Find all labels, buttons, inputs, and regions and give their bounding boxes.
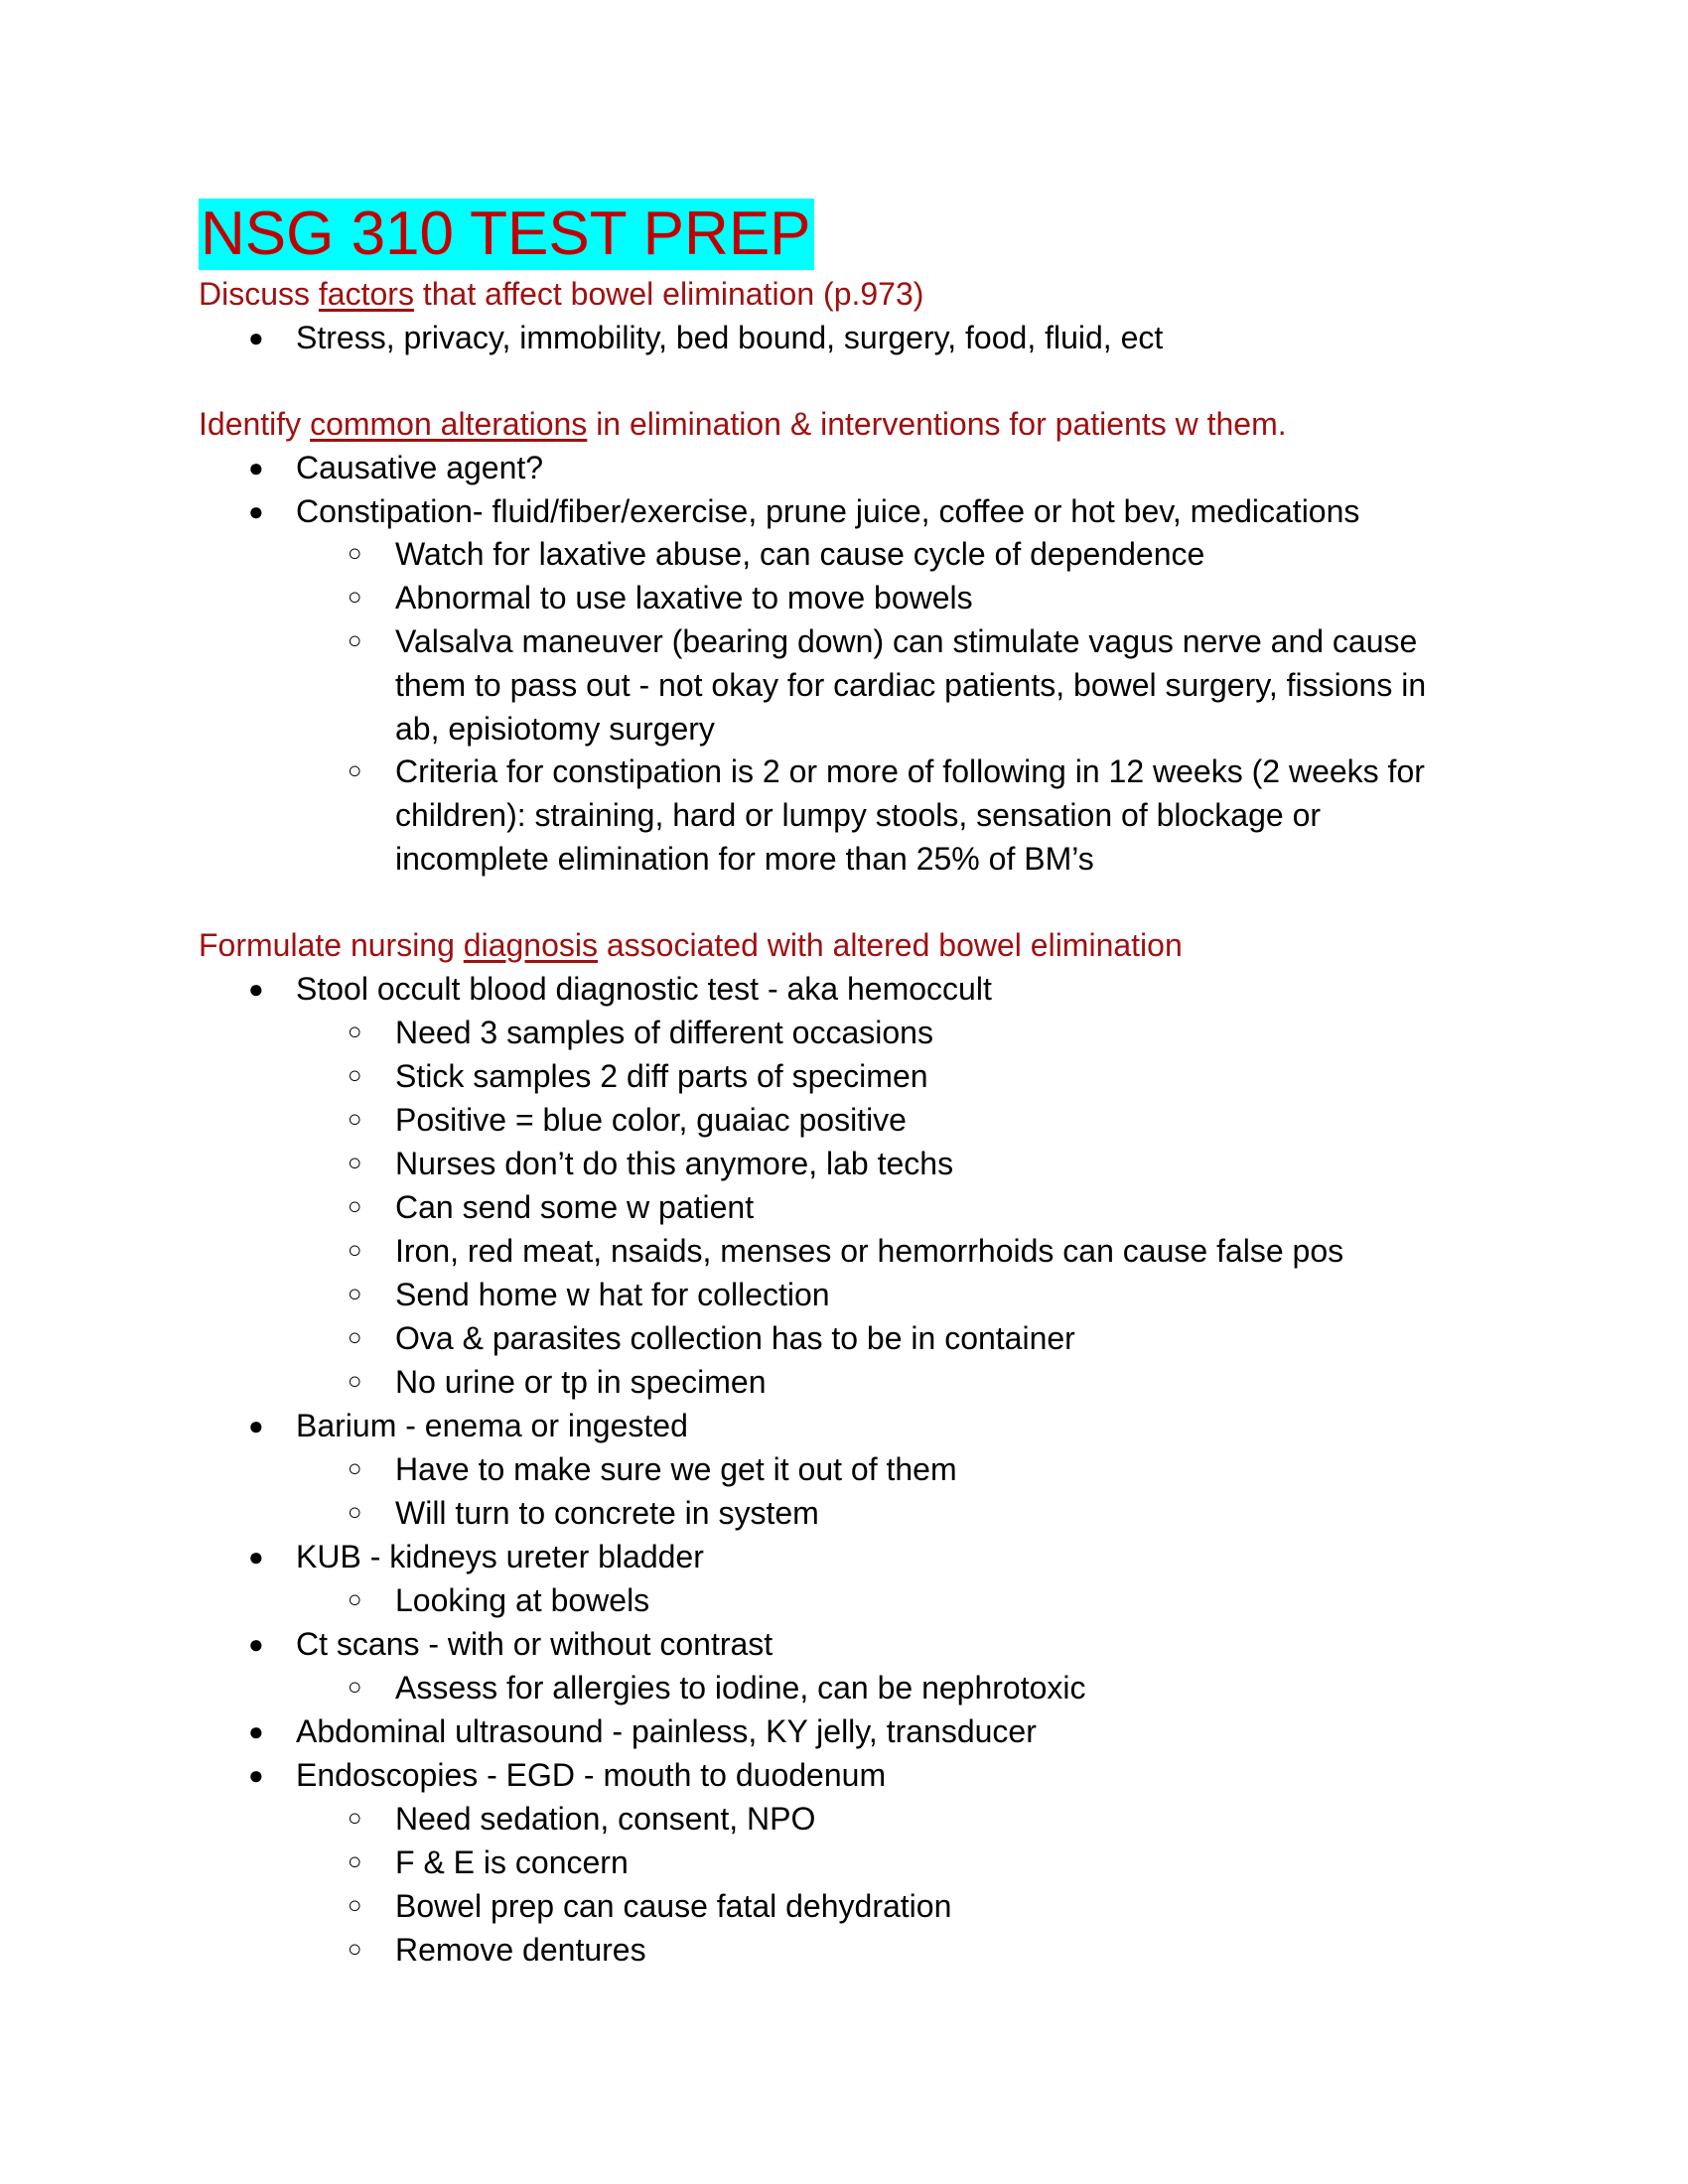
sub-list-item: Valsalva maneuver (bearing down) can stimulate vagus nerve and cause xyxy=(395,623,1418,659)
list-item: Constipation- fluid/fiber/exercise, prune juice, coffee or hot bev, medications xyxy=(296,493,1360,529)
sub-list-item: Need 3 samples of different occasions xyxy=(395,1015,933,1050)
sub-bullet-icon: ○ xyxy=(348,1193,362,1220)
sub-bullet-icon: ○ xyxy=(348,1324,362,1351)
bullet-icon: ● xyxy=(248,323,264,352)
sub-bullet-icon: ○ xyxy=(348,1281,362,1307)
keyword-diagnosis: diagnosis xyxy=(463,927,598,963)
sub-bullet-icon: ○ xyxy=(348,1586,362,1613)
sub-list-item: Criteria for constipation is 2 or more of following in 12 weeks (2 weeks for xyxy=(395,753,1425,789)
sub-bullet-icon: ○ xyxy=(348,1674,362,1701)
keyword-factors: factors xyxy=(318,276,414,312)
sub-list-item: Assess for allergies to iodine, can be nephrotoxic xyxy=(395,1670,1086,1706)
bullet-icon: ● xyxy=(248,1542,264,1571)
sub-list-item: Abnormal to use laxative to move bowels xyxy=(395,580,973,615)
sub-list-item-cont: them to pass out - not okay for cardiac patients, bowel surgery, fissions in xyxy=(395,667,1427,703)
list-item: Causative agent? xyxy=(296,450,544,485)
bullet-icon: ● xyxy=(248,1411,264,1440)
list-item: KUB - kidneys ureter bladder xyxy=(296,1539,704,1574)
bullet-icon: ● xyxy=(248,1760,264,1790)
sub-bullet-icon: ○ xyxy=(348,627,362,654)
sub-list-item: Watch for laxative abuse, can cause cycle of dependence xyxy=(395,536,1205,572)
list-item: Stool occult blood diagnostic test - aka hemoccult xyxy=(296,971,992,1007)
sub-list-item: Can send some w patient xyxy=(395,1189,755,1225)
sub-bullet-icon: ○ xyxy=(348,1150,362,1176)
heading-alterations: Identify common alterations in elimination & interventions for patients w them. xyxy=(199,406,1287,442)
keyword-common-alterations: common alterations xyxy=(310,406,588,442)
page-title: NSG 310 TEST PREP xyxy=(199,199,814,270)
list-item: Stress, privacy, immobility, bed bound, surgery, food, fluid, ect xyxy=(296,320,1164,355)
sub-bullet-icon: ○ xyxy=(348,1455,362,1482)
bullet-icon: ● xyxy=(248,453,264,482)
sub-bullet-icon: ○ xyxy=(348,1848,362,1875)
sub-list-item: Iron, red meat, nsaids, menses or hemorrhoids can cause false pos xyxy=(395,1233,1344,1269)
sub-bullet-icon: ○ xyxy=(348,1019,362,1045)
sub-bullet-icon: ○ xyxy=(348,1805,362,1832)
bullet-icon: ● xyxy=(248,1716,264,1746)
list-item: Endoscopies - EGD - mouth to duodenum xyxy=(296,1757,887,1793)
sub-list-item: Looking at bowels xyxy=(395,1582,650,1618)
sub-bullet-icon: ○ xyxy=(348,1106,362,1133)
sub-bullet-icon: ○ xyxy=(348,1368,362,1395)
heading-diagnosis: Formulate nursing diagnosis associated with altered bowel elimination xyxy=(199,927,1183,963)
sub-list-item-cont: children): straining, hard or lumpy stools, sensation of blockage or xyxy=(395,797,1322,833)
list-item: Barium - enema or ingested xyxy=(296,1408,688,1443)
sub-bullet-icon: ○ xyxy=(348,1936,362,1963)
sub-list-item-cont: ab, episiotomy surgery xyxy=(395,711,715,747)
sub-list-item: Ova & parasites collection has to be in container xyxy=(395,1320,1075,1356)
sub-list-item-cont: incomplete elimination for more than 25% of BM’s xyxy=(395,841,1094,877)
sub-list-item: Remove dentures xyxy=(395,1932,646,1968)
sub-bullet-icon: ○ xyxy=(348,757,362,784)
sub-list-item: F & E is concern xyxy=(395,1844,629,1880)
sub-bullet-icon: ○ xyxy=(348,1062,362,1089)
bullet-icon: ● xyxy=(248,1629,264,1659)
sub-list-item: No urine or tp in specimen xyxy=(395,1364,767,1400)
sub-list-item: Will turn to concrete in system xyxy=(395,1495,819,1531)
list-item: Ct scans - with or without contrast xyxy=(296,1626,774,1662)
sub-list-item: Send home w hat for collection xyxy=(395,1277,830,1312)
sub-bullet-icon: ○ xyxy=(348,1237,362,1264)
bullet-icon: ● xyxy=(248,974,264,1004)
sub-bullet-icon: ○ xyxy=(348,1499,362,1526)
bullet-icon: ● xyxy=(248,496,264,526)
list-item: Abdominal ultrasound - painless, KY jelly, transducer xyxy=(296,1713,1037,1749)
sub-list-item: Bowel prep can cause fatal dehydration xyxy=(395,1888,952,1924)
sub-bullet-icon: ○ xyxy=(348,584,362,611)
sub-list-item: Stick samples 2 diff parts of specimen xyxy=(395,1058,928,1094)
heading-factors: Discuss factors that affect bowel elimination (p.973) xyxy=(199,276,924,312)
sub-list-item: Need sedation, consent, NPO xyxy=(395,1801,816,1837)
sub-bullet-icon: ○ xyxy=(348,1892,362,1919)
sub-list-item: Have to make sure we get it out of them xyxy=(395,1451,957,1487)
sub-list-item: Nurses don’t do this anymore, lab techs xyxy=(395,1146,954,1181)
sub-bullet-icon: ○ xyxy=(348,540,362,567)
sub-list-item: Positive = blue color, guaiac positive xyxy=(395,1102,907,1138)
